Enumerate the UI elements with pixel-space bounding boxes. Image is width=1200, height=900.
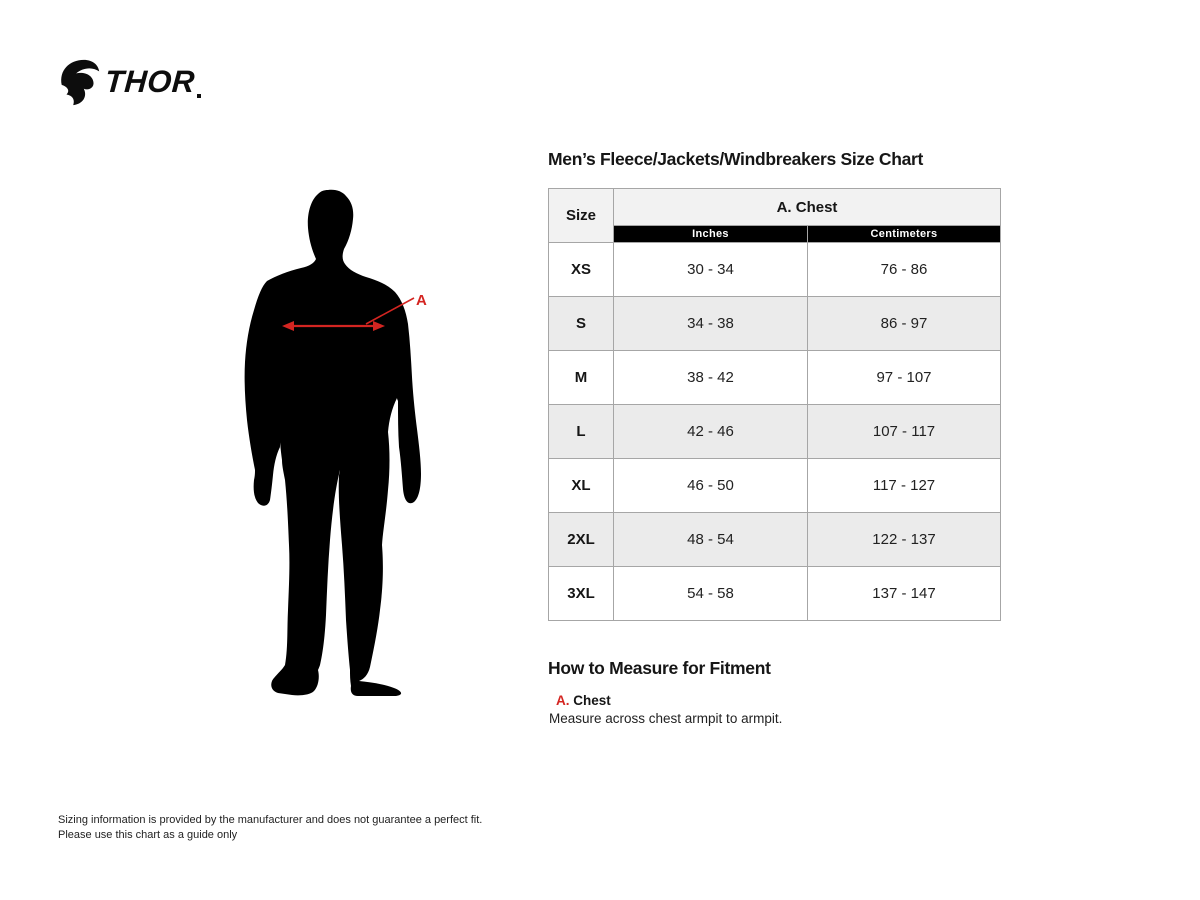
- size-cell: M: [549, 351, 614, 405]
- measurement-label-a: A: [416, 292, 427, 309]
- brand-logo: [56, 56, 201, 108]
- disclaimer-line-1: Sizing information is provided by the manufacturer and does not guarantee a perfect fit.: [58, 814, 483, 826]
- column-header-size: Size: [549, 189, 614, 243]
- centimeters-cell: 122 - 137: [808, 513, 1001, 567]
- size-cell: 3XL: [549, 567, 614, 621]
- inches-cell: 38 - 42: [614, 351, 808, 405]
- column-header-centimeters: Centimeters: [808, 226, 1001, 243]
- size-cell: L: [549, 405, 614, 459]
- size-cell: S: [549, 297, 614, 351]
- logo-period-mark: [197, 94, 201, 98]
- how-to-measure-heading: How to Measure for Fitment: [548, 658, 771, 678]
- table-header-row: [549, 189, 1001, 226]
- male-body-silhouette: [245, 190, 421, 696]
- centimeters-cell: 107 - 117: [808, 405, 1001, 459]
- disclaimer-text: [58, 813, 482, 842]
- measure-item-name: Chest: [573, 693, 611, 708]
- centimeters-cell: 117 - 127: [808, 459, 1001, 513]
- measure-item-chest: [556, 693, 611, 708]
- table-row: [549, 351, 1001, 405]
- table-row: [549, 297, 1001, 351]
- inches-cell: 48 - 54: [614, 513, 808, 567]
- table-unit-row: [549, 226, 1001, 243]
- table-row: [549, 405, 1001, 459]
- centimeters-cell: 76 - 86: [808, 243, 1001, 297]
- size-chart-body: [549, 243, 1001, 621]
- inches-cell: 54 - 58: [614, 567, 808, 621]
- centimeters-cell: 137 - 147: [808, 567, 1001, 621]
- table-row: [549, 459, 1001, 513]
- disclaimer-line-2: Please use this chart as a guide only: [58, 828, 238, 841]
- table-row: [549, 243, 1001, 297]
- table-row: [549, 513, 1001, 567]
- size-chart-table: [548, 188, 1001, 621]
- column-header-chest: A. Chest: [614, 189, 1001, 226]
- centimeters-cell: 97 - 107: [808, 351, 1001, 405]
- column-header-inches: Inches: [614, 226, 808, 243]
- inches-cell: 34 - 38: [614, 297, 808, 351]
- size-cell: XS: [549, 243, 614, 297]
- thor-goat-icon: [56, 57, 102, 107]
- size-cell: XL: [549, 459, 614, 513]
- table-row: [549, 567, 1001, 621]
- inches-cell: 42 - 46: [614, 405, 808, 459]
- size-chart-title: Men’s Fleece/Jackets/Windbreakers Size Chart: [548, 149, 924, 169]
- inches-cell: 30 - 34: [614, 243, 808, 297]
- size-cell: 2XL: [549, 513, 614, 567]
- inches-cell: 46 - 50: [614, 459, 808, 513]
- centimeters-cell: 86 - 97: [808, 297, 1001, 351]
- brand-logo-text: THOR: [103, 64, 197, 99]
- body-silhouette-figure: [230, 170, 490, 730]
- measure-item-key: A.: [556, 693, 570, 708]
- measure-item-description: Measure across chest armpit to armpit.: [549, 711, 783, 726]
